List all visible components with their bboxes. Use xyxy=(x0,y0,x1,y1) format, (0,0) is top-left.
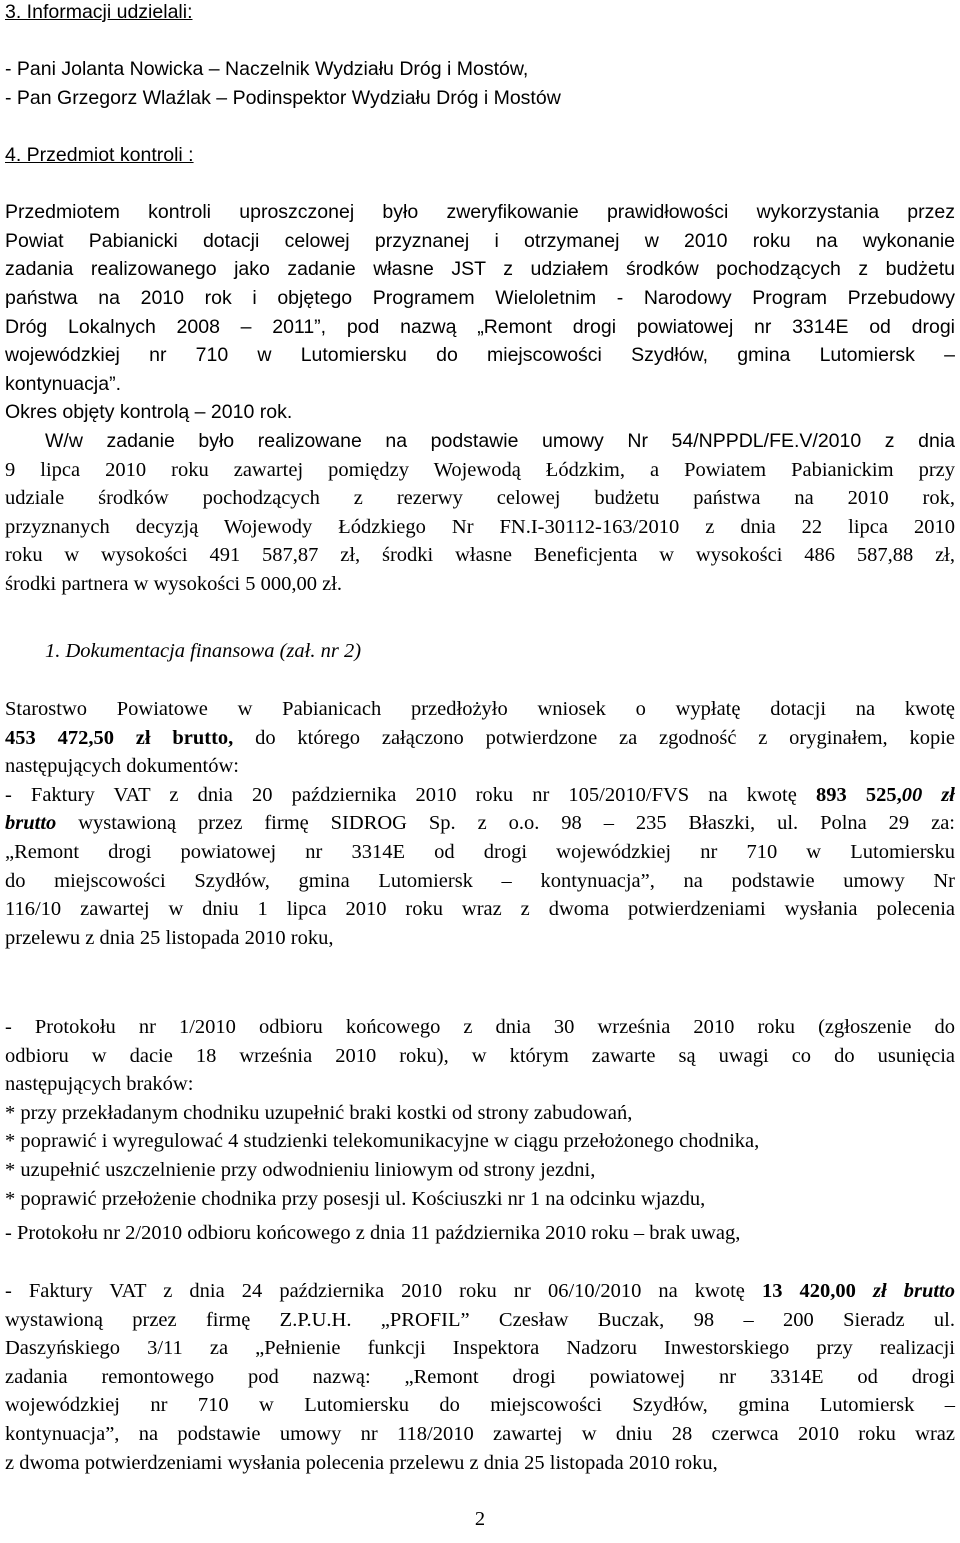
section-3 xyxy=(5,0,955,112)
paragraph-line: 453 472,50 zł brutto, do którego załączono potwierdzone za zgodność z oryginałem, kopie xyxy=(5,726,955,749)
paragraph-line: przyznanych decyzją Wojewody Łódzkiego Nr FN.I-30112-163/2010 z dnia 22 lipca 2010 xyxy=(5,515,955,538)
list-item: * poprawić przełożenie chodnika przy posesji ul. Kościuszki nr 1 na odcinku wjazdu, xyxy=(5,1187,706,1210)
paragraph-line: brutto wystawioną przez firmę SIDROG Sp. z o.o. 98 – 235 Błaszki, ul. Polna 29 za: xyxy=(5,812,955,835)
paragraph-line: kontynuacja”. xyxy=(5,372,121,395)
paragraph-line: środki partnera w wysokości 5 000,00 zł. xyxy=(5,572,343,595)
paragraph-line: Powiat Pabianicki dotacji celowej przyznanej i otrzymanej w 2010 roku na wykonanie xyxy=(5,229,955,252)
amount-bold: 893 525, xyxy=(815,783,902,806)
paragraph-line: Dróg Lokalnych 2008 – 2011”, pod nazwą „Remont drogi powiatowej nr 3314E od drogi xyxy=(5,315,955,338)
paragraph-line: następujących dokumentów: xyxy=(5,755,239,778)
paragraph-line: W/w zadanie było realizowane na podstawie umowy Nr 54/NPPDL/FE.V/2010 z dnia xyxy=(45,429,955,452)
page-number: 2 xyxy=(474,1508,486,1530)
paragraph-line: zadania remontowego pod nazwą: „Remont drogi powiatowej nr 3314E od drogi xyxy=(5,1365,955,1388)
informant-item: - Pani Jolanta Nowicka – Naczelnik Wydziału Dróg i Mostów, xyxy=(5,58,529,81)
paragraph-line: państwa na 2010 rok i objętego Programem Wieloletnim - Narodowy Program Przebudowy xyxy=(5,286,955,309)
amount-bold-italic: 00 zł xyxy=(901,783,956,806)
paragraph-line: do miejscowości Szydłów, gmina Lutomiersk – kontynuacja”, na podstawie umowy Nr xyxy=(5,869,955,892)
list-item: * uzupełnić uszczelnienie przy odwodnieniu liniowym od strony jezdni, xyxy=(5,1158,596,1181)
paragraph-line: wojewódzkiej nr 710 w Lutomiersku do miejscowości Szydłów, gmina Lutomiersk – xyxy=(5,344,955,367)
paragraph-line: - Faktury VAT z dnia 20 października 2010 roku nr 105/2010/FVS na kwotę 893 525,00 zł xyxy=(5,783,956,806)
amount-bold: 453 472,50 zł brutto, xyxy=(5,726,234,749)
paragraph-line: Daszyńskiego 3/11 za „Pełnienie funkcji Inspektora Nadzoru Inwestorskiego przy realizacji xyxy=(5,1337,955,1360)
paragraph-line: Przedmiotem kontroli uproszczonej było zweryfikowanie prawidłowości wykorzystania przez xyxy=(5,201,955,224)
section-3-heading: 3. Informacji udzielali: xyxy=(5,1,193,23)
list-item: * przy przekładanym chodniku uzupełnić braki kostki od strony zabudowań, xyxy=(5,1101,633,1124)
paragraph-line: wojewódzkiej nr 710 w Lutomiersku do miejscowości Szydłów, gmina Lutomiersk – xyxy=(5,1394,955,1417)
brutto-bold-italic: zł brutto xyxy=(855,1280,955,1302)
paragraph-line: z dwoma potwierdzeniami wysłania polecenia przelewu z dnia 25 listopada 2010 roku, xyxy=(5,1451,718,1474)
faktura-2-paragraph xyxy=(5,1277,955,1477)
paragraph-line: 116/10 zawartej w dniu 1 lipca 2010 roku wraz z dwoma potwierdzeniami wysłania polecenia xyxy=(5,898,955,921)
amount-bold: 13 420,00 xyxy=(761,1280,856,1302)
brutto-bold-italic: brutto xyxy=(5,812,57,835)
paragraph-line: kontynuacja”, na podstawie umowy nr 118/2010 zawartej w dniu 28 czerwca 2010 roku wraz xyxy=(5,1422,955,1445)
protokol-1-paragraph xyxy=(5,1013,955,1213)
protokol-2-paragraph xyxy=(5,1219,955,1248)
paragraph-line: Starostwo Powiatowe w Pabianicach przedłożyło wniosek o wypłatę dotacji na kwotę xyxy=(5,698,955,720)
paragraph-line: następujących braków: xyxy=(5,1073,194,1096)
paragraph-line: zadania realizowanego jako zadanie własne JST z udziałem środków pochodzących z budżetu xyxy=(5,258,955,281)
informant-item: - Pan Grzegorz Wlaźlak – Podinspektor Wydziału Dróg i Mostów xyxy=(5,86,561,109)
section-4 xyxy=(5,141,955,599)
period-line: Okres objęty kontrolą – 2010 rok. xyxy=(5,401,293,424)
paragraph-line: 9 lipca 2010 roku zawartej pomiędzy Wojewodą Łódzkim, a Powiatem Pabianickim przy xyxy=(5,458,955,481)
subheading-text: 1. Dokumentacja finansowa (zał. nr 2) xyxy=(45,640,362,662)
subheading xyxy=(45,637,361,666)
section-4-heading: 4. Przedmiot kontroli : xyxy=(5,144,194,166)
paragraph-line: - Faktury VAT z dnia 24 października 2010 roku nr 06/10/2010 na kwotę 13 420,00 zł brutto xyxy=(5,1280,955,1302)
paragraph-line: „Remont drogi powiatowej nr 3314E od drogi wojewódzkiej nr 710 w Lutomiersku xyxy=(5,840,955,863)
paragraph-line: - Protokołu nr 2/2010 odbioru końcowego z dnia 11 października 2010 roku – brak uwag, xyxy=(5,1222,741,1244)
paragraph-line: udziale środków pochodzących z rezerwy celowej budżetu państwa na 2010 rok, xyxy=(5,487,955,510)
paragraph-line: roku w wysokości 491 587,87 zł, środki własne Beneficjenta w wysokości 486 587,88 zł, xyxy=(5,544,955,567)
list-item: * poprawić i wyregulować 4 studzienki telekomunikacyjne w ciągu przełożonego chodnika, xyxy=(5,1130,760,1153)
starostwo-paragraph xyxy=(5,695,955,952)
paragraph-line: wystawioną przez firmę Z.P.U.H. „PROFIL” Czesław Buczak, 98 – 200 Sieradz ul. xyxy=(5,1308,955,1331)
paragraph-line: odbioru w dacie 18 września 2010 roku), w którym zawarte są uwagi co do usunięcia xyxy=(5,1044,955,1067)
paragraph-line: przelewu z dnia 25 listopada 2010 roku, xyxy=(5,926,334,949)
paragraph-line: - Protokołu nr 1/2010 odbioru końcowego z dnia 30 września 2010 roku (zgłoszenie do xyxy=(5,1016,955,1038)
